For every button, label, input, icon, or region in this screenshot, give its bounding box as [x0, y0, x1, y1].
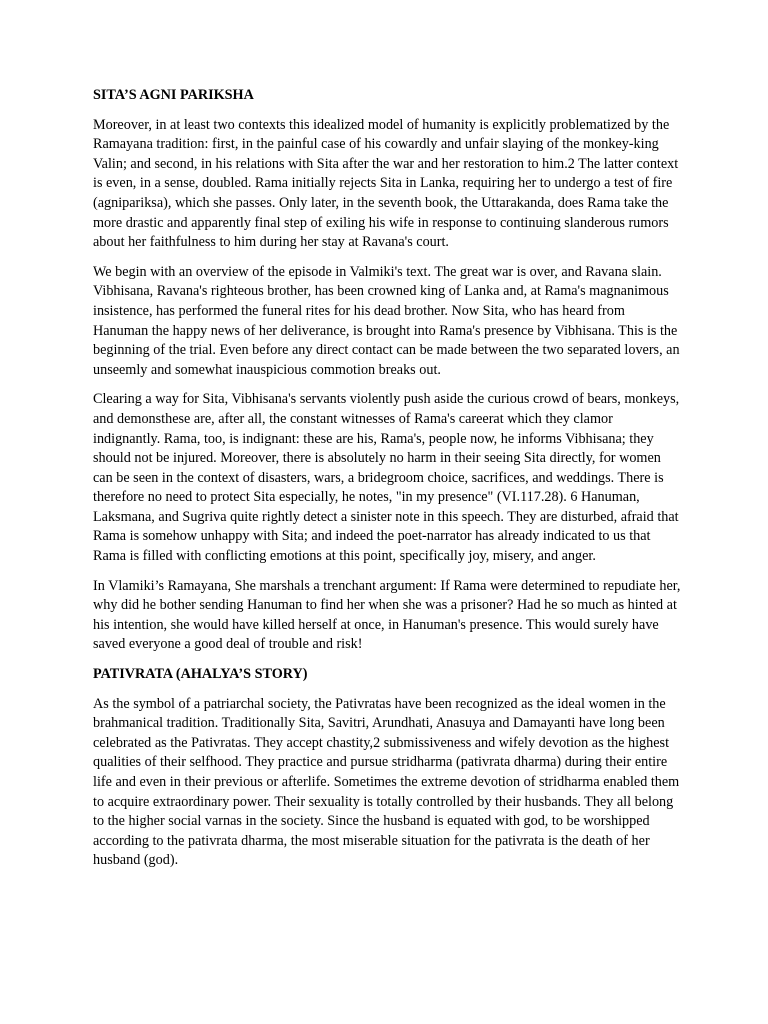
paragraph: In Vlamiki’s Ramayana, She marshals a trenchant argument: If Rama were determined to repudiate her, why did he bother sending Hanuman to find her when she was a prisoner? Had he so much as hinted at his intention, she would have killed herself at once, in Hanuman's presence. This would surely have saved everyone a good deal of trouble and risk!: [93, 577, 681, 653]
section-heading-pativrata: PATIVRATA (AHALYA’S STORY): [93, 666, 308, 683]
section-heading-sita-agni-pariksha: SITA’S AGNI PARIKSHA: [93, 87, 254, 103]
paragraph: Clearing a way for Sita, Vibhisana's servants violently push aside the curious crowd of bears, monkeys, and demonsthese are, after all, the constant witnesses of Rama's careerat which they clamor indignantly. Rama, too, is indignant: these are his, Rama's, people now, he informs Vibhisana; they should not be injured. Moreover, there is absolutely no harm in their seeing Sita directly, for women can be seen in the context of disasters, wars, a bridegroom choice, sacrifices, and weddings. There is therefore no need to protect Sita especially, he notes, "in my presence" (VI.117.28). 6 Hanuman, Laksmana, and Sugriva quite rightly detect a sinister note in this speech. They are disturbed, afraid that Rama is somehow unhappy with Sita; and indeed the poet-narrator has already indicated to us that Rama is filled with conflicting emotions at this point, specifically joy, misery, and anger.: [93, 391, 680, 565]
paragraph: As the symbol of a patriarchal society, the Pativratas have been recognized as the ideal women in the brahmanical tradition. Traditionally Sita, Savitri, Arundhati, Anasuya and Damayanti have long been celebrated as the Pativratas. They accept chastity,2 submissiveness and wifely devotion as the highest qualities of their selfhood. They practice and pursue stridharma (pativrata dharma) during their entire life and even in their previous or afterlife. Sometimes the extreme devotion of stridharma enabled them to acquire extraordinary power. Their sexuality is totally controlled by their husbands. They all belong to the higher social varnas in the society. Since the husband is equated with god, to be worshipped according to the pativrata dharma, the most miserable situation for the pativrata is the death of her husband (god).: [93, 695, 680, 869]
paragraph: Moreover, in at least two contexts this idealized model of humanity is explicitly problematized by the Ramayana tradition: first, in the painful case of his cowardly and unfair slaying of the monkey-king Valin; and second, in his relations with Sita after the war and her restoration to him.2 The latter context is even, in a sense, doubled. Rama initially rejects Sita in Lanka, requiring her to undergo a test of fire (agnipariksa), which she passes. Only later, in the seventh book, the Uttarakanda, does Rama take the more drastic and apparently final step of exiling his wife in response to continuing slanderous rumors about her faithfulness to him during her stay at Ravana's court.: [93, 116, 679, 251]
paragraph: We begin with an overview of the episode in Valmiki's text. The great war is over, and Ravana slain. Vibhisana, Ravana's righteous brother, has been crowned king of Lanka and, at Rama's magnanimous insistence, has performed the funeral rites for his dead brother. Now Sita, who has heard from Hanuman the happy news of her deliverance, is brought into Rama's presence by Vibhisana. This is the beginning of the trial. Even before any direct contact can be made between the two separated lovers, an unseemly and somewhat inauspicious commotion breaks out.: [93, 263, 680, 378]
document-page: [93, 86, 683, 881]
